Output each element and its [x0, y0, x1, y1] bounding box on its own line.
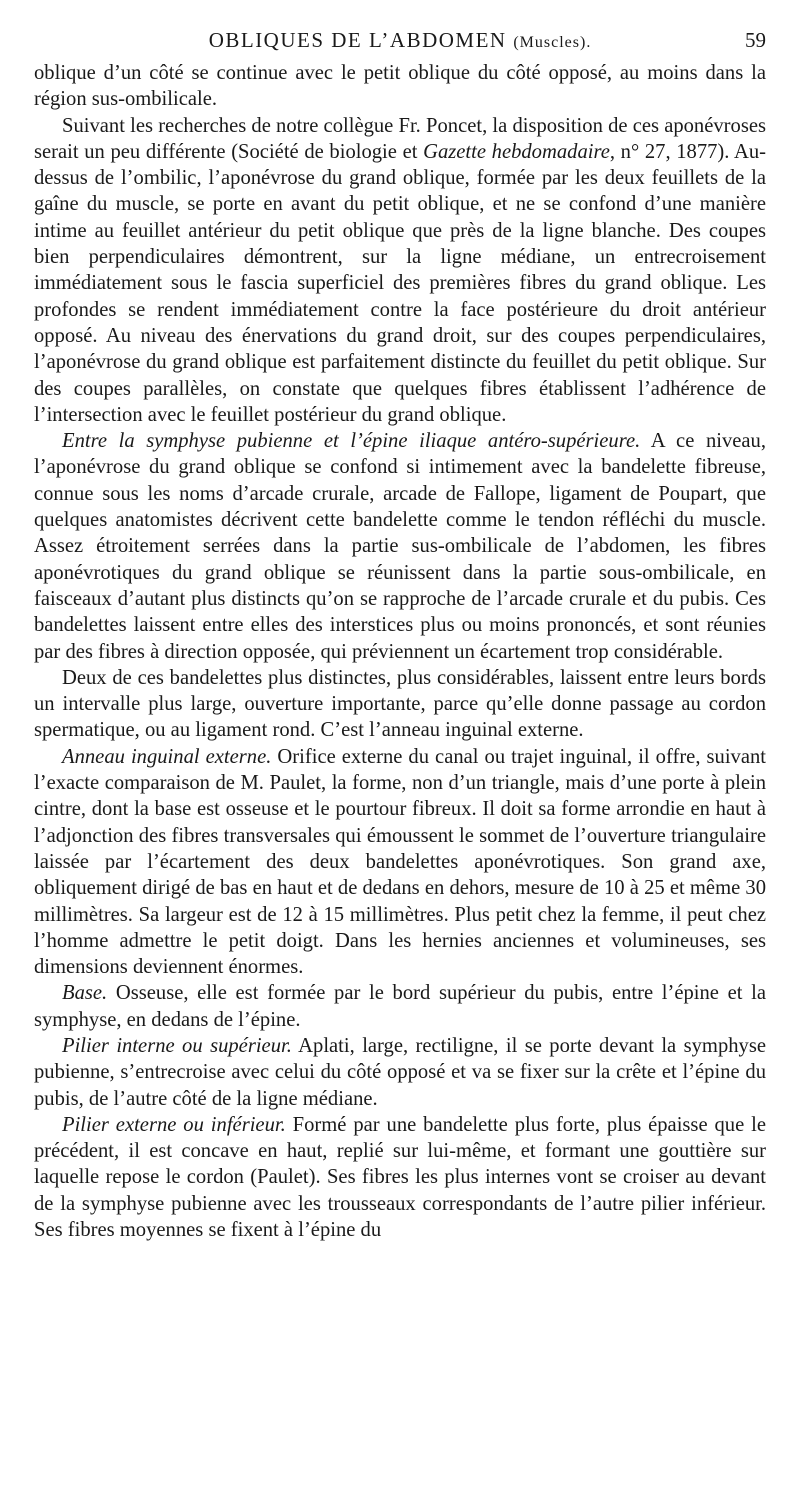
subheading: Pilier externe ou inférieur. — [62, 1113, 286, 1136]
paragraph-8: Pilier externe ou inférieur. Formé par une bandelette plus forte, plus épaisse que le précédent, il est concave en haut, replié sur lui-même, et formant une gouttière sur laquelle repose le cordon (Paulet). Ses fibres les plus internes vont se croiser au devant de la symphyse pubienne avec les trousseaux correspondants de l’autre pilier inférieur. Ses fibres moyennes se fixent à l’épine du — [34, 1113, 766, 1242]
header-subtitle: (Muscles). — [513, 34, 592, 51]
subheading: Pilier interne ou supérieur. — [62, 1034, 292, 1057]
paragraph-2: Suivant les recherches de notre collègue Fr. Poncet, la disposition de ces aponévroses serait un peu différente (Société de biologie et Gazette hebdomadaire, n° 27, 1877). Au-dessus de l’ombilic, l’aponévrose du grand oblique, formée par les deux feuillets de la gaîne du muscle, se porte en avant du petit oblique, et ne se confond d’une manière intime au feuillet antérieur du petit oblique que près de la ligne blanche. Des coupes bien perpendiculaires démontrent, sur la ligne médiane, un entrecroisement immédiatement sous le fascia superficiel des premières fibres du grand oblique. Les profondes se rendent immédiatement contre la face postérieure du droit antérieur opposé. Au niveau des énervations du grand droit, sur des coupes perpendiculaires, l’aponévrose du grand oblique est parfaitement distincte du feuillet du petit oblique. Sur des coupes parallèles, on constate que quelques fibres établissent l’adhérence de l’intersection avec le feuillet postérieur du grand oblique. — [34, 114, 766, 426]
paragraph-6: Base. Osseuse, elle est formée par le bord supérieur du pubis, entre l’épine et la symphyse, en dedans de l’épine. — [34, 982, 766, 1031]
subheading: Entre la symphyse pubienne et l’épine iliaque antéro-supérieure. — [62, 430, 641, 453]
paragraph-5: Anneau inguinal externe. Orifice externe du canal ou trajet inguinal, il offre, suivant l’exacte comparaison de M. Paulet, la forme, non d’un triangle, mais d’une porte à plein cintre, dont la base est osseuse et le pourtour fibreux. Il doit sa forme arrondie en haut à l’adjonction des fibres transversales qui émoussent le sommet de l’ouverture triangulaire laissée par l’écartement des deux bandelettes aponévrotiques. Son grand axe, obliquement dirigé de bas en haut et de dedans en dehors, mesure de 10 à 25 et même 30 millimètres. Sa largeur est de 12 à 15 millimètres. Plus petit chez la femme, il peut chez l’homme admettre le petit doigt. Dans les hernies anciennes et volumineuses, ses dimensions deviennent énormes. — [34, 745, 766, 979]
paragraph-7: Pilier interne ou supérieur. Aplati, large, rectiligne, il se porte devant la symphyse pubienne, s’entrecroise avec celui du côté opposé et va se fixer sur la crête et l’épine du pubis, de l’autre côté de la ligne médiane. — [34, 1034, 766, 1110]
paragraph-3: Entre la symphyse pubienne et l’épine iliaque antéro-supérieure. A ce niveau, l’aponévrose du grand oblique se confond si intimement avec la bandelette fibreuse, connue sous les noms d’arcade crurale, arcade de Fallope, ligament de Poupart, que quelques anatomistes décrivent cette bandelette comme le tendon réfléchi du muscle. Assez étroitement serrées dans la partie sus-ombilicale de l’abdomen, les fibres aponévrotiques du grand oblique se réunissent dans la partie sous-ombilicale, en faisceaux d’autant plus distincts qu’on se rapproche de l’arcade crurale et du pubis. Ces bandelettes laissent entre elles des interstices plus ou moins prononcés, et sont réunies par des fibres à direction opposée, qui préviennent un écartement trop considérable. — [34, 430, 766, 663]
header-title: OBLIQUES DE L’ABDOMEN — [208, 28, 507, 52]
body-text — [34, 60, 766, 1243]
paragraph-4: Deux de ces bandelettes plus distinctes, plus considérables, laissent entre leurs bords un intervalle plus large, ouverture importante, parce qu’elle donne passage au cordon spermatique, ou au ligament rond. C’est l’anneau inguinal externe. — [34, 666, 766, 742]
subheading: Anneau inguinal externe. — [62, 745, 272, 768]
subheading: Base. — [62, 982, 108, 1005]
paragraph-1: oblique d’un côté se continue avec le petit oblique du côté opposé, au moins dans la région sus-ombilicale. — [34, 62, 766, 111]
running-header — [34, 28, 766, 58]
page-number: 59 — [745, 28, 766, 52]
